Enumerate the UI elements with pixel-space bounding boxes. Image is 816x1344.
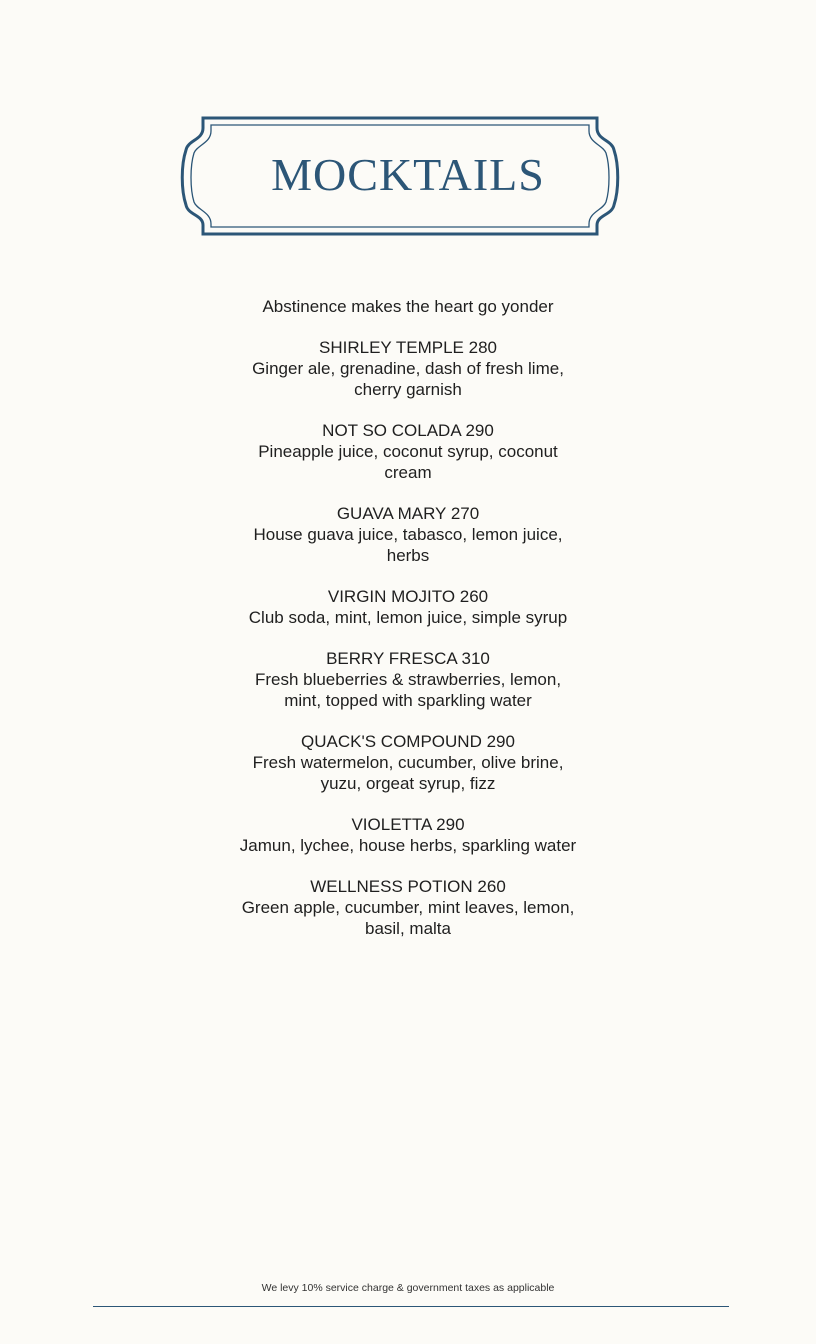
menu-item-description: cream xyxy=(384,463,432,482)
menu-item-name: SHIRLEY TEMPLE 280 xyxy=(319,338,497,357)
page-title: MOCKTAILS xyxy=(271,149,545,200)
menu-item-description: cherry garnish xyxy=(354,380,462,399)
title-frame xyxy=(0,0,816,260)
menu-item-name: VIRGIN MOJITO 260 xyxy=(327,587,489,606)
menu-item-description: yuzu, orgeat syrup, fizz xyxy=(320,774,496,793)
menu-item-description: Pineapple juice, coconut syrup, coconut xyxy=(258,442,558,461)
menu-item-description: Green apple, cucumber, mint leaves, lemon, xyxy=(241,898,575,917)
menu-item-name: WELLNESS POTION 260 xyxy=(310,877,506,896)
menu-item-description: Ginger ale, grenadine, dash of fresh lime, xyxy=(252,359,564,378)
menu-item xyxy=(0,731,816,794)
menu-item-description: Jamun, lychee, house herbs, sparkling water xyxy=(239,836,577,855)
menu-subtitle: Abstinence makes the heart go yonder xyxy=(262,297,554,316)
menu-item-description: mint, topped with sparkling water xyxy=(284,691,532,710)
footer-divider xyxy=(93,1306,729,1307)
menu-item-name: GUAVA MARY 270 xyxy=(336,504,480,523)
menu-item-description: Fresh watermelon, cucumber, olive brine, xyxy=(252,753,564,772)
menu-item xyxy=(0,876,816,939)
menu-item xyxy=(0,648,816,711)
menu-list xyxy=(0,296,816,959)
menu-item-description: Fresh blueberries & strawberries, lemon, xyxy=(254,670,562,689)
menu-item-description: Club soda, mint, lemon juice, simple syrup xyxy=(248,608,568,627)
menu-item-description: basil, malta xyxy=(365,919,451,938)
menu-item xyxy=(0,503,816,566)
menu-item xyxy=(0,586,816,628)
menu-item-name: QUACK'S COMPOUND 290 xyxy=(301,732,515,751)
menu-item-name: VIOLETTA 290 xyxy=(351,815,465,834)
menu-item xyxy=(0,420,816,483)
menu-item-description: House guava juice, tabasco, lemon juice, xyxy=(253,525,563,544)
menu-item-name: BERRY FRESCA 310 xyxy=(326,649,490,668)
menu-item xyxy=(0,337,816,400)
menu-item-name: NOT SO COLADA 290 xyxy=(322,421,494,440)
menu-item xyxy=(0,814,816,856)
menu-item-description: herbs xyxy=(386,546,430,565)
footer-note: We levy 10% service charge & government taxes as applicable xyxy=(261,1282,555,1294)
